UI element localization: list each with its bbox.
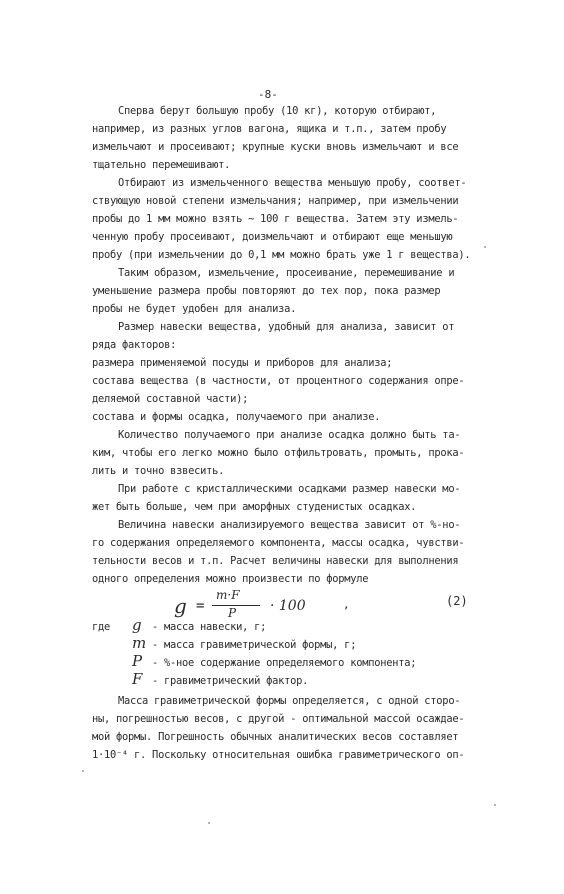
text-line: тельности весов и т.п. Расчет величины навески для выполнения xyxy=(92,555,459,567)
text-line: ким, чтобы его легко можно было отфильтровать, промыть, прока- xyxy=(92,447,465,459)
formula-lhs: g xyxy=(174,594,187,618)
text-line: например, из разных углов вагона, ящика и т.п., затем пробу xyxy=(92,123,447,135)
formula-multiplier: · 100 xyxy=(270,598,306,614)
scan-speck xyxy=(208,822,210,824)
text-line: ствующую новой степени измельчания; например, при измельчении xyxy=(92,195,459,207)
legend-text: - масса гравиметрической формы, г; xyxy=(152,639,357,651)
text-line: измельчают и просеивают; крупные куски вновь измельчают и все xyxy=(92,141,459,153)
formula-denominator: P xyxy=(228,606,237,620)
page-number: -8- xyxy=(258,88,278,101)
text-line: уменьшение размера пробы повторяют до тех пор, пока размер xyxy=(92,285,441,297)
legend-text: - масса навески, г; xyxy=(152,621,267,633)
text-line: состава и формы осадка, получаемого при анализе. xyxy=(92,411,381,423)
text-line: Таким образом, измельчение, просеивание, перемешивание и xyxy=(118,267,455,279)
text-line: Размер навески вещества, удобный для анализа, зависит от xyxy=(118,321,455,333)
legend-symbol: m xyxy=(132,634,147,652)
where-label: где xyxy=(92,621,111,633)
text-line: состава вещества (в частности, от процентного содержания опре- xyxy=(92,375,465,387)
legend-text: - гравиметрический фактор. xyxy=(152,675,309,687)
legend-symbol: F xyxy=(132,670,143,688)
text-line: пробы не будет удобен для анализа. xyxy=(92,303,297,315)
equation-number: (2) xyxy=(446,594,468,608)
scan-speck xyxy=(494,804,496,806)
text-line: деляемой составной части); xyxy=(92,393,249,405)
legend-symbol: P xyxy=(132,652,143,670)
text-line: го содержания определяемого компонента, массы осадка, чувстви- xyxy=(92,537,465,549)
text-line: размера применяемой посуды и приборов для анализа; xyxy=(92,357,393,369)
text-line: Сперва берут большую пробу (10 кг), которую отбирают, xyxy=(118,105,437,117)
scan-speck xyxy=(82,770,84,772)
legend-symbol: g xyxy=(132,616,142,634)
text-line: ряда факторов: xyxy=(92,339,177,351)
legend-text: - %-ное содержание определяемого компонента; xyxy=(152,657,417,669)
text-line: ны, погрешностью весов, с другой - оптимальной массой осаждае- xyxy=(92,713,465,725)
text-line: лить и точно взвесить. xyxy=(92,465,225,477)
text-line: пробы до 1 мм можно взять ~ 100 г вещества. Затем эту измель- xyxy=(92,213,459,225)
text-line: одного определения можно произвести по формуле xyxy=(92,573,369,585)
text-line: Количество получаемого при анализе осадка должно быть та- xyxy=(118,429,461,441)
formula-numerator: m·F xyxy=(216,588,240,602)
text-line: При работе с кристаллическими осадками размер навески мо- xyxy=(118,483,461,495)
scan-speck xyxy=(484,246,486,248)
formula-comma: , xyxy=(343,598,350,611)
text-line: 1·10⁻⁴ г. Поскольку относительная ошибка гравиметрического оп- xyxy=(92,749,465,761)
text-line: ченную пробу просеивают, доизмельчают и отбирают еще меньшую xyxy=(92,231,453,243)
text-line: жет быть больше, чем при аморфных студенистых осадках. xyxy=(92,501,417,513)
text-line: мой формы. Погрешность обычных аналитических весов составляет xyxy=(92,731,459,743)
formula xyxy=(172,588,382,622)
text-line: Величина навески анализируемого вещества зависит от %-но- xyxy=(118,519,461,531)
text-line: Отбирают из измельченного вещества меньшую пробу, соответ- xyxy=(118,177,467,189)
formula-equals: = xyxy=(196,598,205,614)
text-line: Масса гравиметрической формы определяется, с одной сторо- xyxy=(118,695,461,707)
text-line: тщательно перемешивают. xyxy=(92,159,231,171)
text-line: пробу (при измельчении до 0,1 мм можно брать уже 1 г вещества). xyxy=(92,249,471,261)
